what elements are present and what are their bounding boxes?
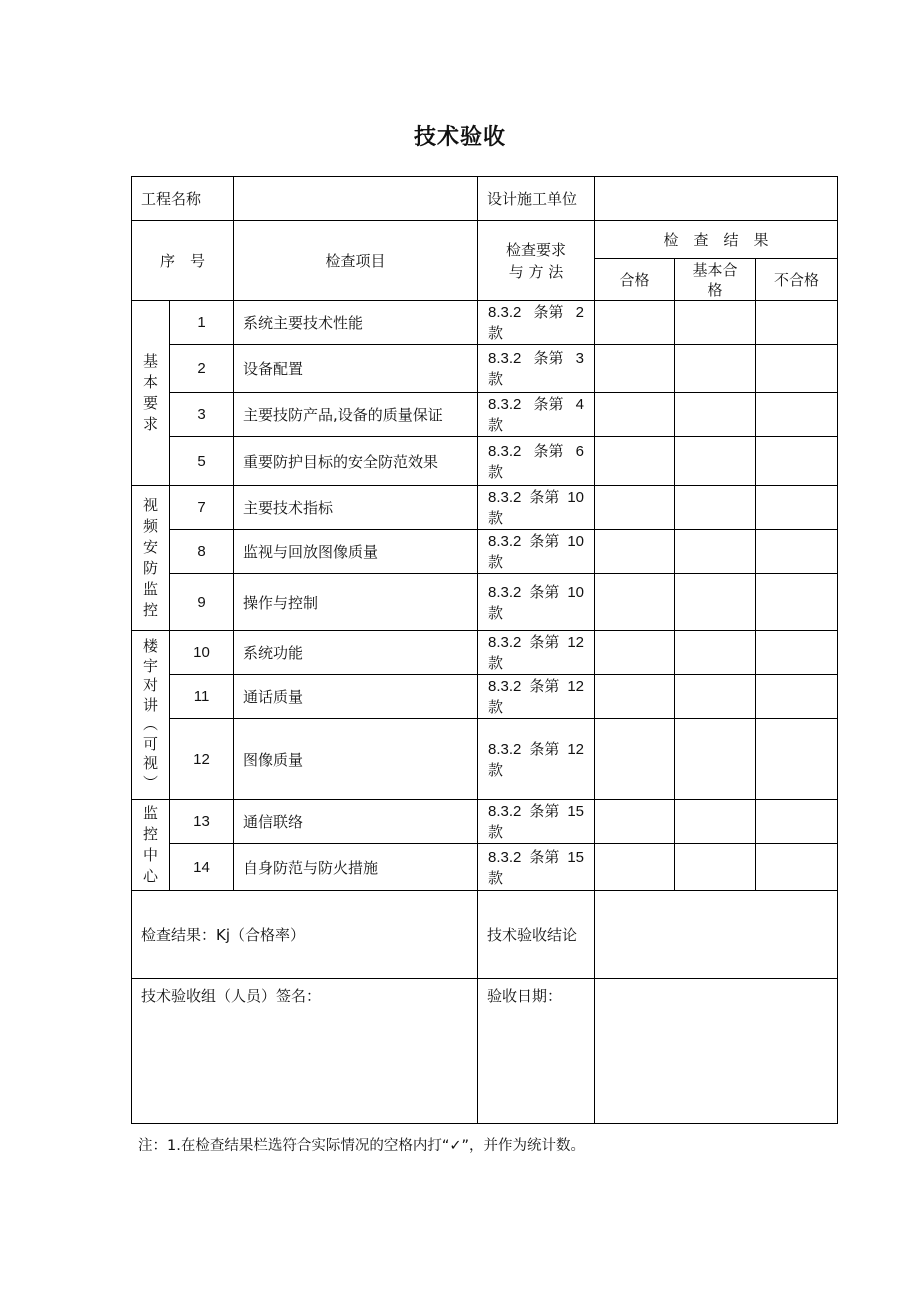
basic-pass-cell[interactable] [675, 631, 756, 675]
req-clause: 条第 [529, 489, 560, 506]
row-item: 系统主要技术性能 [234, 301, 478, 345]
req-clause: 款 [488, 869, 504, 887]
req-clause: 条第 [533, 396, 564, 413]
req-clause: 条第 [529, 740, 560, 758]
fail-cell[interactable] [756, 574, 838, 631]
req-clause: 12 [567, 678, 584, 695]
basic-pass-cell[interactable] [675, 800, 756, 844]
req-clause: 15 [567, 803, 584, 820]
row-requirement [478, 393, 595, 437]
req-clause: 款 [488, 824, 504, 841]
seq-header: 序 号 [132, 221, 234, 301]
req-header-line1: 检查要求 [506, 240, 567, 259]
row-requirement [478, 530, 595, 574]
basic-pass-cell[interactable] [675, 530, 756, 574]
basic-pass-line2: 格 [707, 280, 723, 299]
fail-cell[interactable] [756, 486, 838, 530]
group-char: ︶ [142, 773, 158, 792]
group-label-basic [132, 301, 170, 486]
req-header-line2: 与 方 法 [508, 262, 564, 281]
page-title: 技术验收 [413, 125, 506, 150]
table-row [132, 345, 838, 393]
row-item: 监视与回放图像质量 [234, 530, 478, 574]
item-header: 检查项目 [234, 221, 478, 301]
req-clause: 款 [488, 554, 504, 571]
row-requirement [478, 631, 595, 675]
group-char: ︵ [142, 715, 158, 733]
req-clause: 条第 [533, 304, 564, 321]
pass-cell[interactable] [595, 574, 675, 631]
group-char: 视 [142, 754, 158, 772]
req-clause: 8.3.2 [488, 304, 522, 321]
req-clause: 2 [575, 304, 584, 321]
group-char: 求 [142, 415, 158, 433]
unit-field[interactable] [595, 177, 838, 221]
group-label-center [132, 800, 170, 891]
basic-pass-cell[interactable] [675, 345, 756, 393]
req-clause: 12 [567, 634, 584, 651]
req-clause: 8.3.2 [488, 678, 522, 695]
req-clause: 条第 [529, 678, 560, 695]
row-number: 5 [170, 437, 234, 486]
table-row [132, 719, 838, 800]
basic-pass-header [675, 259, 756, 301]
group-char: 频 [142, 517, 158, 535]
row-number: 7 [170, 486, 234, 530]
pass-cell[interactable] [595, 631, 675, 675]
header-row-1 [132, 221, 838, 259]
fail-cell[interactable] [756, 631, 838, 675]
req-clause: 8.3.2 [488, 583, 522, 601]
unit-label: 设计施工单位 [478, 177, 595, 221]
req-clause: 款 [488, 325, 504, 342]
row-number: 13 [170, 800, 234, 844]
fail-cell[interactable] [756, 675, 838, 719]
group-char: 讲 [142, 695, 158, 714]
row-item: 主要技术指标 [234, 486, 478, 530]
req-clause: 款 [488, 417, 504, 434]
req-clause: 款 [488, 371, 504, 388]
row-number: 1 [170, 301, 234, 345]
table-row [132, 437, 838, 486]
project-row [132, 177, 838, 221]
row-requirement [478, 675, 595, 719]
basic-pass-cell[interactable] [675, 719, 756, 800]
req-clause: 10 [567, 533, 584, 550]
req-clause: 条第 [529, 848, 560, 866]
fail-cell[interactable] [756, 393, 838, 437]
basic-pass-cell[interactable] [675, 574, 756, 631]
req-clause: 10 [567, 583, 584, 601]
row-item: 通话质量 [234, 675, 478, 719]
result-row [132, 891, 838, 979]
row-requirement [478, 844, 595, 891]
table-row [132, 675, 838, 719]
req-clause: 3 [575, 350, 584, 367]
fail-cell[interactable] [756, 437, 838, 486]
pass-cell[interactable] [595, 393, 675, 437]
group-char: 对 [142, 676, 158, 694]
pass-cell[interactable] [595, 437, 675, 486]
pass-cell[interactable] [595, 719, 675, 800]
row-requirement [478, 437, 595, 486]
fail-cell[interactable] [756, 301, 838, 345]
basic-pass-line1: 基本合 [692, 260, 738, 279]
pass-cell[interactable] [595, 301, 675, 345]
req-clause: 10 [567, 489, 584, 506]
row-item: 通信联络 [234, 800, 478, 844]
footnote: 注：1.在检查结果栏选符合实际情况的空格内打“✓”，并作为统计数。 [138, 1138, 586, 1154]
group-char: 安 [142, 538, 158, 556]
req-clause: 条第 [533, 442, 564, 460]
fail-cell[interactable] [756, 530, 838, 574]
table-row [132, 301, 838, 345]
row-number: 11 [170, 675, 234, 719]
fail-cell[interactable] [756, 800, 838, 844]
req-clause: 条第 [529, 583, 560, 601]
table-row [132, 800, 838, 844]
row-item: 重要防护目标的安全防范效果 [234, 437, 478, 486]
pass-cell[interactable] [595, 486, 675, 530]
req-clause: 8.3.2 [488, 442, 522, 460]
group-char: 本 [142, 373, 158, 391]
req-clause: 8.3.2 [488, 848, 522, 866]
pass-header: 合格 [595, 259, 675, 301]
table-row [132, 486, 838, 530]
basic-pass-cell[interactable] [675, 393, 756, 437]
req-clause: 8.3.2 [488, 533, 522, 550]
row-number: 14 [170, 844, 234, 891]
basic-pass-cell[interactable] [675, 844, 756, 891]
group-char: 楼 [142, 637, 158, 655]
group-char: 监 [142, 804, 158, 822]
req-clause: 款 [488, 463, 504, 481]
row-item: 主要技防产品,设备的质量保证 [234, 393, 478, 437]
table-row [132, 530, 838, 574]
row-requirement [478, 719, 595, 800]
basic-pass-cell[interactable] [675, 486, 756, 530]
row-item: 图像质量 [234, 719, 478, 800]
row-requirement [478, 345, 595, 393]
fail-cell[interactable] [756, 345, 838, 393]
req-clause: 条第 [529, 634, 560, 651]
pass-cell[interactable] [595, 800, 675, 844]
conclusion-field[interactable] [595, 891, 838, 979]
signature-label: 技术验收组（人员）签名： [132, 979, 478, 1124]
req-clause: 款 [488, 761, 504, 779]
req-clause: 款 [488, 699, 504, 716]
group-label-video [132, 486, 170, 631]
fail-cell[interactable] [756, 844, 838, 891]
row-item: 操作与控制 [234, 574, 478, 631]
req-clause: 8.3.2 [488, 350, 522, 367]
group-char: 中 [142, 846, 158, 864]
row-item: 系统功能 [234, 631, 478, 675]
group-char: 宇 [142, 656, 158, 675]
req-clause: 6 [575, 442, 584, 460]
req-clause: 款 [488, 655, 504, 672]
group-char: 监 [142, 580, 158, 598]
req-clause: 条第 [533, 350, 564, 367]
group-char: 防 [142, 559, 158, 577]
row-item: 自身防范与防火措施 [234, 844, 478, 891]
row-requirement [478, 486, 595, 530]
pass-cell[interactable] [595, 844, 675, 891]
pass-cell[interactable] [595, 675, 675, 719]
row-number: 9 [170, 574, 234, 631]
row-number: 8 [170, 530, 234, 574]
table-row [132, 393, 838, 437]
pass-cell[interactable] [595, 530, 675, 574]
project-name-field[interactable] [234, 177, 478, 221]
req-clause: 8.3.2 [488, 489, 522, 506]
basic-pass-cell[interactable] [675, 675, 756, 719]
req-header [478, 221, 595, 301]
fail-cell[interactable] [756, 719, 838, 800]
basic-pass-cell[interactable] [675, 437, 756, 486]
group-char: 要 [142, 394, 158, 412]
table-row [132, 631, 838, 675]
row-requirement [478, 301, 595, 345]
group-char: 基 [142, 352, 158, 370]
row-requirement [478, 800, 595, 844]
date-label: 验收日期： [478, 979, 595, 1124]
group-char: 视 [142, 496, 158, 514]
table-row [132, 574, 838, 631]
req-clause: 8.3.2 [488, 396, 522, 413]
row-requirement [478, 574, 595, 631]
req-clause: 条第 [529, 533, 560, 550]
row-number: 12 [170, 719, 234, 800]
group-char: 控 [142, 825, 158, 843]
req-clause: 条第 [529, 803, 560, 820]
req-clause: 8.3.2 [488, 740, 522, 758]
project-name-label: 工程名称 [132, 177, 234, 221]
req-clause: 15 [567, 848, 584, 866]
req-clause: 8.3.2 [488, 634, 522, 651]
acceptance-form-table [131, 176, 838, 1124]
group-char: 心 [142, 867, 158, 885]
row-number: 3 [170, 393, 234, 437]
basic-pass-cell[interactable] [675, 301, 756, 345]
fail-header: 不合格 [756, 259, 838, 301]
group-label-intercom [132, 631, 170, 800]
row-item: 设备配置 [234, 345, 478, 393]
check-result-label: 检查结果：Kj（合格率） [132, 891, 478, 979]
pass-cell[interactable] [595, 345, 675, 393]
result-header: 检 查 结 果 [595, 221, 838, 259]
req-clause: 12 [567, 740, 584, 758]
date-field[interactable] [595, 979, 838, 1124]
group-char: 可 [142, 734, 158, 753]
signature-row [132, 979, 838, 1124]
req-clause: 8.3.2 [488, 803, 522, 820]
row-number: 2 [170, 345, 234, 393]
conclusion-label: 技术验收结论 [478, 891, 595, 979]
group-char: 控 [142, 601, 158, 619]
req-clause: 款 [488, 510, 504, 527]
req-clause: 款 [488, 604, 504, 622]
row-number: 10 [170, 631, 234, 675]
req-clause: 4 [575, 396, 584, 413]
table-row [132, 844, 838, 891]
